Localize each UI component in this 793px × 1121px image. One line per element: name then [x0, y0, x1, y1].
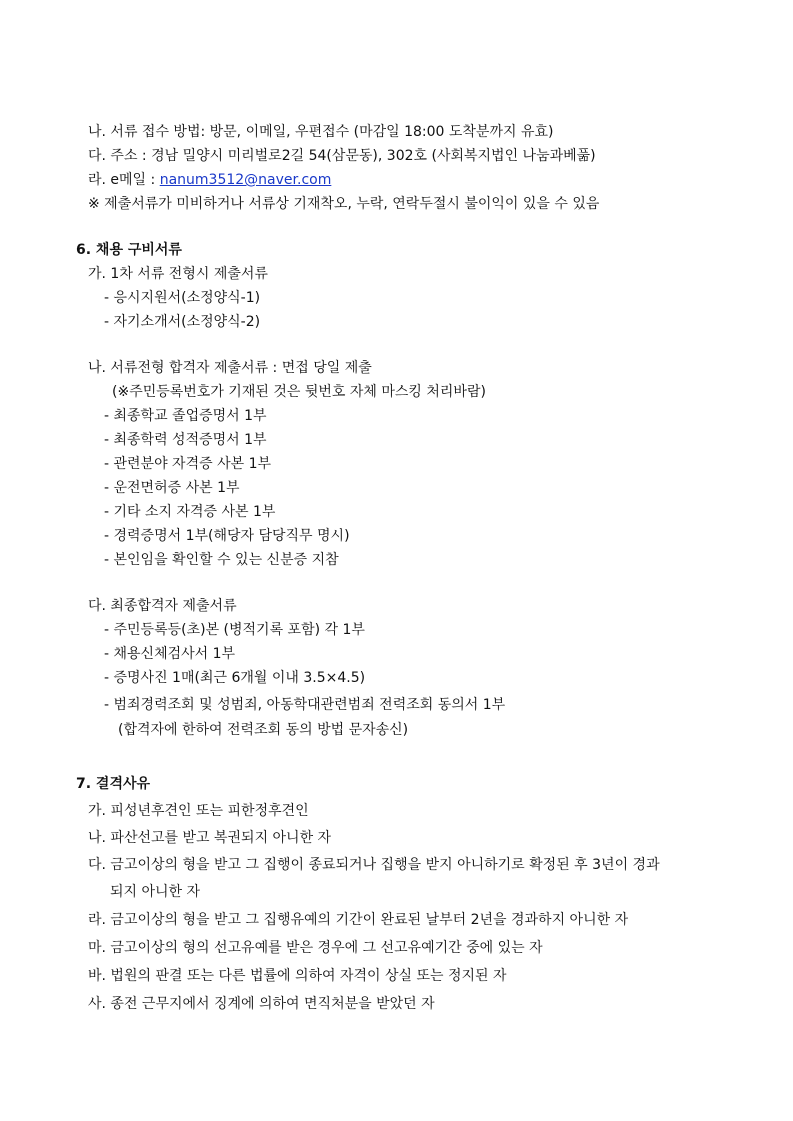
- section-6-na-label: 나. 서류전형 합격자 제출서류 : 면접 당일 제출: [88, 360, 372, 376]
- disqualification-item: 바. 법원의 판결 또는 다른 법률에 의하여 자격이 상실 또는 정지된 자: [88, 968, 507, 984]
- disqualification-item: 사. 종전 근무지에서 징계에 의하여 면직처분을 받았던 자: [88, 996, 435, 1012]
- section-6-ga-label: 가. 1차 서류 전형시 제출서류: [88, 266, 268, 282]
- list-item: - 범죄경력조회 및 성범죄, 아동학대관련범죄 전력조회 동의서 1부: [104, 697, 506, 713]
- email-label: 라. e메일 :: [88, 172, 160, 188]
- notice-note: ※ 제출서류가 미비하거나 서류상 기재착오, 누락, 연락두절시 불이익이 있을 수 있음: [88, 196, 600, 212]
- section-6-na-note: (※주민등록번호가 기재된 것은 뒷번호 자체 마스킹 처리바람): [112, 384, 486, 400]
- list-item: - 채용신체검사서 1부: [104, 646, 236, 662]
- section-7-title: 7. 결격사유: [76, 776, 151, 792]
- section-6-title: 6. 채용 구비서류: [76, 242, 182, 258]
- email-line: [88, 170, 331, 190]
- disqualification-item: 라. 금고이상의 형을 받고 그 집행유예의 기간이 완료된 날부터 2년을 경과하지 아니한 자: [88, 912, 629, 928]
- disqualification-item: 다. 금고이상의 형을 받고 그 집행이 종료되거나 집행을 받지 아니하기로 확정된 후 3년이 경과: [88, 857, 660, 873]
- list-item: - 경력증명서 1부(해당자 담당직무 명시): [104, 528, 350, 544]
- list-item: - 자기소개서(소정양식-2): [104, 314, 261, 330]
- list-item: - 운전면허증 사본 1부: [104, 480, 240, 496]
- disqualification-item: 가. 피성년후견인 또는 피한정후견인: [88, 803, 309, 819]
- disqualification-item: 마. 금고이상의 형의 선고유예를 받은 경우에 그 선고유예기간 중에 있는 자: [88, 940, 543, 956]
- list-item: - 증명사진 1매(최근 6개월 이내 3.5×4.5): [104, 670, 366, 686]
- list-item: - 기타 소지 자격증 사본 1부: [104, 504, 276, 520]
- list-item: - 최종학교 졸업증명서 1부: [104, 408, 267, 424]
- address: 다. 주소 : 경남 밀양시 미리벌로2길 54(삼문동), 302호 (사회복지법인 나눔과베풂): [88, 148, 596, 164]
- submission-method: 나. 서류 접수 방법: 방문, 이메일, 우편접수 (마감일 18:00 도착분까지 유효): [88, 124, 554, 140]
- list-item: - 최종학력 성적증명서 1부: [104, 432, 267, 448]
- section-6-da-label: 다. 최종합격자 제출서류: [88, 598, 237, 614]
- section-6-da-note: (합격자에 한하여 전력조회 동의 방법 문자송신): [118, 722, 409, 738]
- list-item: - 관련분야 자격증 사본 1부: [104, 456, 271, 472]
- email-link[interactable]: nanum3512@naver.com: [159, 172, 332, 188]
- disqualification-item: 나. 파산선고를 받고 복권되지 아니한 자: [88, 830, 332, 846]
- list-item: - 응시지원서(소정양식-1): [104, 290, 261, 306]
- disqualification-item-continued: 되지 아니한 자: [110, 884, 201, 900]
- list-item: - 본인임을 확인할 수 있는 신분증 지참: [104, 552, 339, 568]
- list-item: - 주민등록등(초)본 (병적기록 포함) 각 1부: [104, 622, 365, 638]
